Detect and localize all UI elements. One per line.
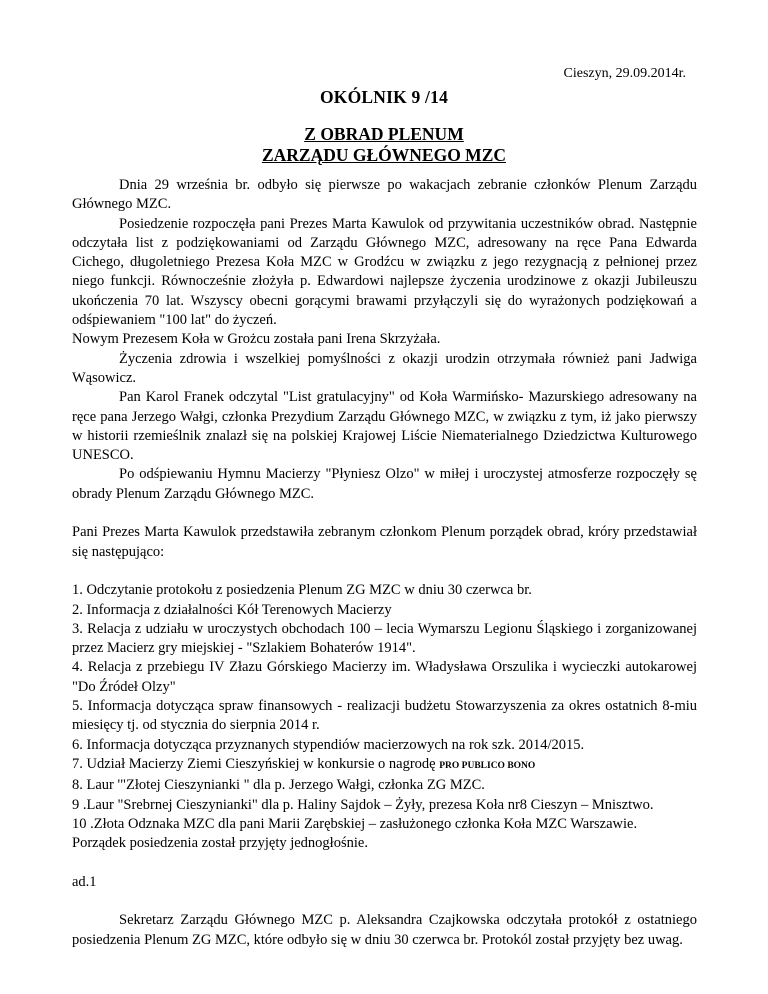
section-heading-ad1: ad.1 <box>72 873 97 890</box>
agenda-item: 2. Informacja z działalności Kół Terenowych Macierzy <box>72 601 392 618</box>
document-date: Cieszyn, 29.09.2014r. <box>563 66 686 81</box>
paragraph-new-president: Nowym Prezesem Koła w Grożcu została pani Irena Skrzyżała. <box>72 331 441 348</box>
spacer <box>72 892 697 911</box>
agenda-item-text: 7. Udział Macierzy Ziemi Cieszyńskiej w konkursie o nagrodę <box>72 755 440 772</box>
award-name: PRO PUBLICO BONO <box>439 760 536 771</box>
document-subtitle <box>0 124 768 166</box>
paragraph-agenda-intro: Pani Prezes Marta Kawulok przedstawiła zebranym członkom Plenum porządek obrad, króry przedstawiał się następująco: <box>72 524 697 560</box>
agenda-item: 5. Informacja dotycząca spraw finansowych - realizacji budżetu Stowarzyszenia za okres ostatnich 8-miu miesięcy tj. od stycznia do sierpnia 2014 r. <box>72 698 697 734</box>
agenda-closing: Porządek posiedzenia został przyjęty jednogłośnie. <box>72 835 368 852</box>
agenda-item: 1. Odczytanie protokołu z posiedzenia Plenum ZG MZC w dniu 30 czerwca br. <box>72 582 532 599</box>
spacer <box>72 853 697 872</box>
paragraph-meeting-intro: Dnia 29 września br. odbyło się pierwsze po wakacjach zebranie członków Plenum Zarządu Głównego MZC. <box>72 177 697 213</box>
subtitle-line-1: Z OBRAD PLENUM <box>304 124 464 144</box>
paragraph-congratulation-letter: Pan Karol Franek odczytal "List gratulacyjny" od Koła Warmińsko- Mazurskiego adresowany na ręce pana Jerzego Wałgi, członka Prezydium Zarządu Głównego MZC, w związku z tym, iż jako pierwszy w historii rzemieślnik znalazł się na polskiej Krajowej Liście Niematerialnego Dziedzictwa Kulturowego UNESCO. <box>72 389 697 464</box>
spacer <box>72 504 697 523</box>
agenda-item: 3. Relacja z udziału w uroczystych obchodach 100 – lecia Wymarszu Legionu Śląskiego i zorganizowanej przez Macierz gry miejskiej - "Szlakiem Bohaterów 1914". <box>72 620 697 657</box>
agenda-item-award <box>72 755 697 776</box>
spacer <box>72 562 697 581</box>
paragraph-opening: Posiedzenie rozpoczęła pani Prezes Marta Kawulok od przywitania uczestników obrad. Następnie odczytała list z podziękowaniami od Zarządu Głównego MZC, adresowany na ręce Pana Edwarda Cichego, długoletniego Prezesa Koła MZC w Grodźcu w związku z jego rezygnacją z pełnionej przez niego funkcji. Równocześnie złożyła p. Edwardowi najlepsze życzenia urodzinowe z okazji Jubileuszu ukończenia 70 lat. Wszyscy obecni gorącymi brawami przyłączyli się do wyrażonych podziękowań a odśpiewaniem "100 lat" do życzeń. <box>72 215 697 329</box>
document-title: OKÓLNIK 9 /14 <box>319 87 449 107</box>
agenda-list <box>72 581 697 834</box>
paragraph-anthem: Po odśpiewaniu Hymnu Macierzy "Płyniesz Olzo" w miłej i uroczystej atmosferze rozpoczęły sę obrady Plenum Zarządu Głównego MZC. <box>72 466 697 502</box>
agenda-item: 8. Laur '"Złotej Cieszynianki " dla p. Jerzego Wałgi, członka ZG MZC. <box>72 777 485 794</box>
agenda-item: 9 .Laur "Srebrnej Cieszynianki" dla p. Haliny Sajdok – Żyły, prezesa Koła nr8 Cieszyn – Mnisztwo. <box>72 796 654 813</box>
section-ad1-text: Sekretarz Zarządu Głównego MZC p. Aleksandra Czajkowska odczytała protokół z ostatniego posiedzenia Plenum ZG MZC, które odbyło się w dniu 30 czerwca br. Protokól został przyjęty bez uwag. <box>72 912 697 948</box>
document-body <box>72 176 697 950</box>
agenda-item: 10 .Złota Odznaka MZC dla pani Marii Zarębskiej – zasłużonego członka Koła MZC Warszawie. <box>72 815 638 832</box>
agenda-item: 4. Relacja z przebiegu IV Złazu Górskiego Macierzy im. Władysława Orszulika i wycieczki autokarowej "Do Źródeł Olzy" <box>72 659 697 695</box>
subtitle-line-2: ZARZĄDU GŁÓWNEGO MZC <box>261 145 507 165</box>
agenda-item: 6. Informacja dotycząca przyznanych stypendiów macierzowych na rok szk. 2014/2015. <box>72 736 585 753</box>
paragraph-birthday-wishes: Życzenia zdrowia i wszelkiej pomyślności z okazji urodzin otrzymała również pani Jadwiga Wąsowicz. <box>72 350 697 386</box>
